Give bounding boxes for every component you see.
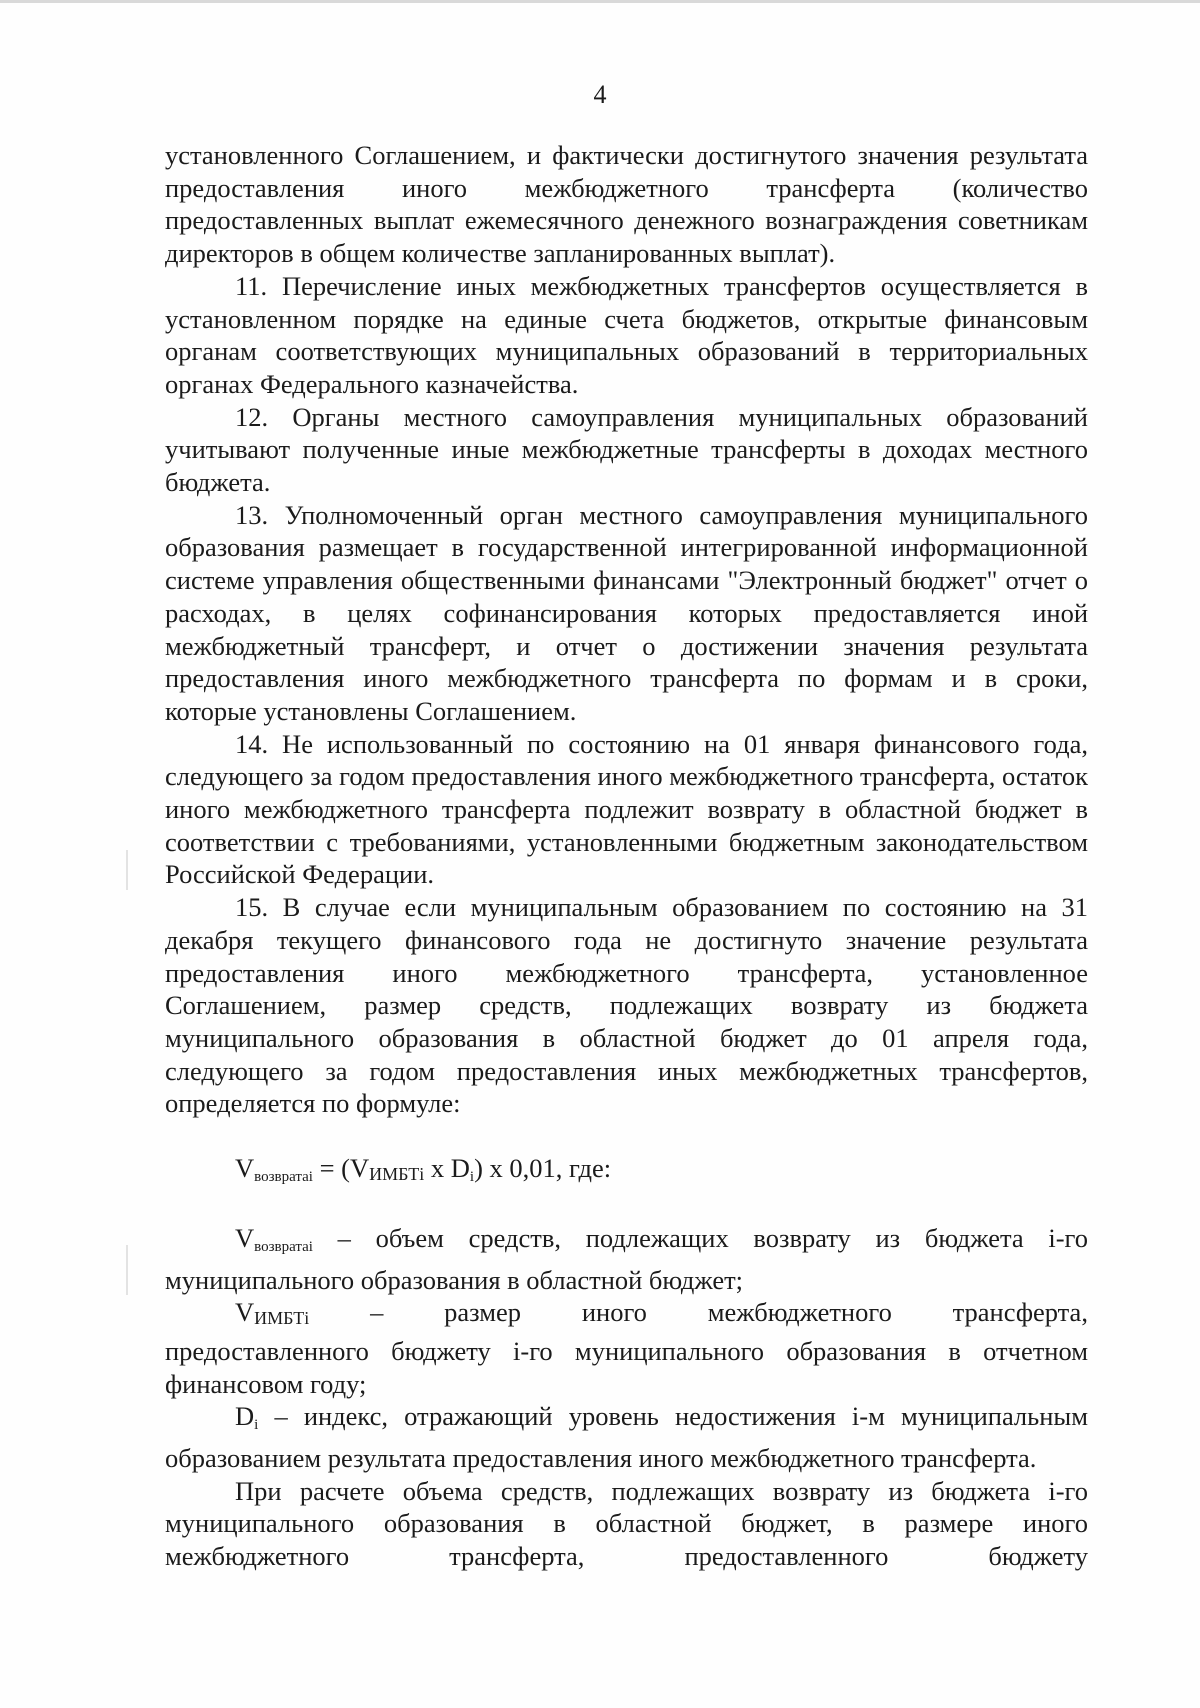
def2-symbol (235, 1296, 309, 1335)
paragraph-13: 13. Уполномоченный орган местного самоуправления муниципального образования размещает в государственной интегрированной информационной системе управления общественными финансами "Электронный бюджет" отчет о расходах, в целях софинансирования которых предоставляется иной межбюджетный трансферт, и отчет о достижении значения результата предоставления иного межбюджетного трансферта по формам и в сроки, которые установлены Соглашением. (165, 499, 1088, 726)
definition-v-return (165, 1222, 1088, 1296)
formula-tail: ) x 0,01, где: (474, 1153, 612, 1184)
formula-sub-imbt: ИМБТi (369, 1164, 425, 1185)
def1-text: – объем средств, подлежащих возврату из бюджета i-го муниципального образования в областной бюджет; (165, 1222, 1088, 1295)
def3-d: D (235, 1401, 255, 1432)
def2-dash: – (370, 1297, 384, 1328)
scan-margin-mark (126, 850, 128, 890)
def2-sub: ИМБТi (254, 1308, 310, 1329)
formula-sub-return: возвратаi (254, 1169, 313, 1186)
definition-v-imbt-rest: предоставленного бюджету i-го муниципального образования в отчетном финансовом году; (165, 1335, 1088, 1399)
definition-v-imbt-first-line (165, 1296, 1088, 1335)
def2-word-2: иного (581, 1297, 647, 1328)
document-body (165, 139, 1088, 1573)
def2-word-1: размер (444, 1297, 522, 1328)
paragraph-last: При расчете объема средств, подлежащих возврату из бюджета i-го муниципального образования в областной бюджет, в размере иного межбюджетного трансферта, предоставленного бюджету (165, 1475, 1088, 1572)
paragraph-12: 12. Органы местного самоуправления муниципальных образований учитывают полученные иные межбюджетные трансферты в доходах местного бюджета. (165, 401, 1088, 498)
def1-v: V (235, 1222, 255, 1253)
def2-word-3: межбюджетного (707, 1297, 892, 1328)
formula-eq-open: = (V (312, 1153, 370, 1184)
paragraph-11: 11. Перечисление иных межбюджетных трансфертов осуществляется в установленном порядке на единые счета бюджетов, открытые финансовым органам соответствующих муниципальных образований в территориальных органах Федерального казначейства. (165, 270, 1088, 399)
paragraph-15: 15. В случае если муниципальным образованием по состоянию на 31 декабря текущего финансового года не достигнуто значение результата предоставления иного межбюджетного трансферта, установленное Соглашением, размер средств, подлежащих возврату из бюджета муниципального образования в областной бюджет до 01 апреля года, следующего за годом предоставления иных межбюджетных трансфертов, определяется по формуле: (165, 892, 1088, 1119)
page-number: 4 (593, 80, 607, 109)
def2-v: V (235, 1297, 255, 1328)
scan-margin-mark (126, 1245, 128, 1295)
return-formula (235, 1152, 1088, 1194)
scan-top-edge (0, 0, 1200, 3)
def2-word-4: трансферта, (952, 1297, 1088, 1328)
def3-text: – индекс, отражающий уровень недостижения i-м муниципальным образованием результата предоставления иного межбюджетного трансферта. (165, 1401, 1088, 1474)
paragraph-continuation: установленного Соглашением, и фактически достигнутого значения результата предоставления иного межбюджетного трансферта (количество предоставленных выплат ежемесячного денежного вознаграждения советникам директоров в общем количестве запланированных выплат). (165, 140, 1088, 269)
paragraph-14: 14. Не использованный по состоянию на 01 января финансового года, следующего за годом предоставления иного межбюджетного трансферта, остаток иного межбюджетного трансферта подлежит возврату в областной бюджет в соответствии с требованиями, установленными бюджетным законодательством Российской Федерации. (165, 728, 1088, 890)
def3-sub: i (254, 1417, 259, 1434)
definition-d (165, 1400, 1088, 1474)
formula-times-d: x D (424, 1153, 470, 1184)
formula-sub-i: i (469, 1169, 475, 1186)
formula-v: V (235, 1153, 255, 1184)
def1-sub: возвратаi (254, 1238, 313, 1255)
